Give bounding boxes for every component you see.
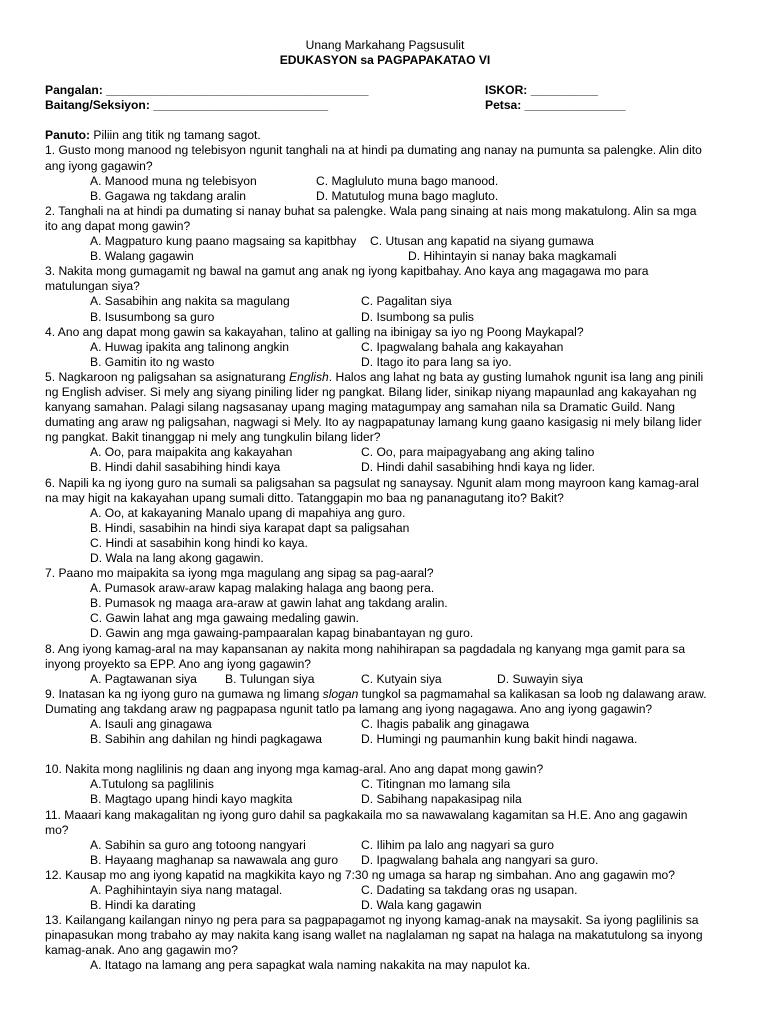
question-text: ang iyong gagawin? [45, 158, 153, 173]
question-text-part: 5. Nagkaroon ng paligsahan sa asignaturang [45, 369, 290, 384]
option-a[interactable]: A. Huwag ipakita ang talinong angkin [90, 339, 290, 354]
option-b[interactable]: B. Isusumbong sa guro [90, 309, 215, 324]
question-text: na may higit na kakayahan upang sumali ditto. Tatanggapin mo baa ng pananagutang ito? Bakit? [45, 490, 564, 505]
option-c[interactable]: C. Gawin lahat ang mga gawaing medaling gawin. [90, 611, 359, 626]
header-row-2 [45, 98, 725, 113]
option-b[interactable]: B. Gamitin ito ng wasto [90, 354, 215, 369]
option-c[interactable]: C. Hindi at sasabihin kong hindi ko kaya. [90, 535, 308, 550]
petsa-field[interactable]: Petsa: _______________ [485, 98, 626, 113]
question-text: 2. Tanghali na at hindi pa dumating si nanay buhat sa palengke. Wala pang sinaing at nais mong makatulong. Alin sa mga [45, 203, 697, 218]
baitang-field[interactable]: Baitang/Seksiyon: __________________________ [45, 98, 329, 113]
exam-title: Unang Markahang Pagsusulit [305, 38, 465, 52]
question-text-part: 9. Inatasan ka ng iyong guro na gumawa ng limang [45, 686, 323, 701]
question-12 [45, 868, 725, 913]
option-c[interactable]: C. Oo, para maipagyabang ang aking talino [361, 445, 595, 460]
question-text: Dumating ang takdang araw ng pagpapasa ngunit tatlo pa lamang ang iyong nagagawa. Ano ang iyong gagawin? [45, 701, 653, 716]
option-a[interactable]: A. Manood muna ng telebisyon [90, 173, 257, 188]
option-b[interactable]: B. Tulungan siya [225, 671, 315, 686]
option-a[interactable]: A. Pumasok araw-araw kapag malaking halaga ang baong pera. [90, 581, 435, 596]
option-d[interactable]: D. Itago ito para lang sa iyo. [361, 354, 512, 369]
exam-subject: EDUKASYON sa PAGPAPAKATAO VI [279, 53, 491, 68]
question-text: ng pangkat. Bakit tinanggap ni mely ang tungkulin bilang lider? [45, 430, 381, 445]
option-b[interactable]: B. Hayaang maghanap sa nawawala ang guro [90, 852, 339, 867]
question-5 [45, 370, 725, 476]
option-a[interactable]: A. Oo, at kakayaning Manalo upang di mapahiya ang guro. [90, 505, 406, 520]
option-c[interactable]: C. Ihagis pabalik ang ginagawa [361, 717, 530, 732]
question-text: 11. Maaari kang makagalitan ng iyong guro dahil sa pagkakaila mo sa nawawalang kagamitan sa H.E. Ano ang gagawin [45, 807, 688, 822]
question-6 [45, 476, 725, 567]
option-c[interactable]: C. Ipagwalang bahala ang kakayahan [361, 339, 564, 354]
question-1 [45, 143, 725, 203]
question-text: 6. Napili ka ng iyong guro na sumali sa paligsahan sa pagsulat ng sanaysay. Ngunit alam mong mayroon kang kamag-aral [45, 475, 699, 490]
panuto-text: Piliin ang titik ng tamang sagot. [90, 128, 261, 143]
option-c[interactable]: C. Utusan ang kapatid na siyang gumawa [370, 234, 594, 249]
question-text: 3. Nakita mong gumagamit ng bawal na gamut ang anak ng iyong kapitbahay. Ano kaya ang magagawa mo para [45, 264, 649, 279]
question-text: 12. Kausap mo ang iyong kapatid na magkikita kayo ng 7:30 ng umaga sa harap ng simbahan. Ano ang gagawin mo? [45, 867, 675, 882]
question-7 [45, 566, 725, 641]
question-11 [45, 808, 725, 868]
option-c[interactable]: C. Kutyain siya [361, 671, 442, 686]
panuto-label: Panuto: [45, 128, 91, 143]
question-10 [45, 762, 725, 807]
question-text: 4. Ano ang dapat mong gawin sa kakayahan, talino at galling na ibinigay sa iyo ng Poong Maykapal? [45, 324, 584, 339]
header-row-1 [45, 83, 725, 98]
question-text: 13. Kailangang kailangan ninyo ng pera para sa pagpapagamot ng inyong kamag-anak na maysakit. Sa iyong paglilinis sa [45, 913, 699, 928]
option-a[interactable]: A. Paghihintayin siya nang matagal. [90, 882, 283, 897]
question-text: pinapasukan mong trabaho ay may nakita kang isang wallet na naglalaman ng sapat na halaga na makatutulong sa inyong [45, 928, 703, 943]
question-8 [45, 642, 725, 687]
question-text: ng English adviser. Si mely ang siyang piniling lider ng pangkat. Bilang lider, sinikap niyang mapaunlad ang kakayahan ng [45, 384, 697, 399]
option-d[interactable]: D. Hihintayin si nanay baka magkamali [408, 249, 617, 264]
option-d[interactable]: D. Hindi dahil sasabihing hndi kaya ng lider. [361, 460, 595, 475]
question-text: 8. Ang iyong kamag-aral na may kapansanan ay nakita mong nahihirapan sa pagdadala ng kanyang mga gamit para sa [45, 641, 686, 656]
option-a[interactable]: A. Sasabihin ang nakita sa magulang [90, 294, 290, 309]
option-d[interactable]: D. Wala na lang akong gagawin. [90, 551, 264, 565]
option-b[interactable]: B. Hindi ka darating [90, 898, 196, 913]
option-d[interactable]: D. Gawin ang mga gawaing-pampaaralan kapag binabantayan ng guro. [90, 626, 474, 641]
option-b[interactable]: B. Gagawa ng takdang aralin [90, 188, 246, 203]
option-d[interactable]: D. Humingi ng paumanhin kung bakit hindi nagawa. [361, 732, 638, 747]
option-b[interactable]: B. Hindi dahil sasabihing hindi kaya [90, 460, 281, 475]
option-c[interactable]: C. Ilihim pa lalo ang nagyari sa guro [361, 837, 554, 852]
panuto [45, 128, 725, 143]
question-text: dumating ang araw ng paligsahan, nagwagi si Mely. Ito ay nagpapatunay lamang kung gaano kasigasig ni mely bilang lider [45, 415, 702, 430]
option-a[interactable]: A. Pagtawanan siya [90, 671, 197, 686]
question-3 [45, 264, 725, 324]
question-text [45, 687, 725, 702]
option-b[interactable]: B. Walang gagawin [90, 249, 194, 264]
option-a[interactable]: A. Oo, para maipakita ang kakayahan [90, 445, 293, 460]
question-text: mo? [45, 822, 69, 837]
option-a[interactable]: A. Itatago na lamang ang pera sapagkat wala naming nakakita na may napulot ka. [90, 958, 531, 973]
option-c[interactable]: C. Titingnan mo lamang sila [361, 777, 511, 792]
option-d[interactable]: D. Sabihang napakasipag nila [361, 792, 522, 807]
question-text: matulungan siya? [45, 279, 140, 294]
question-text-part: tungkol sa pagmamahal sa kalikasan sa loob ng dalawang araw. [358, 686, 707, 701]
option-a[interactable]: A. Sabihin sa guro ang totoong nangyari [90, 837, 306, 852]
question-2 [45, 204, 725, 264]
pangalan-field[interactable]: Pangalan: _______________________________________ [45, 83, 369, 98]
question-text: 7. Paano mo maipakita sa iyong mga magulang ang sipag sa pag-aaral? [45, 566, 434, 581]
question-text-emphasis: slogan [322, 686, 359, 701]
option-a[interactable]: A. Magpaturo kung paano magsaing sa kapitbhay [90, 234, 357, 249]
question-text [45, 370, 725, 385]
option-b[interactable]: B. Magtago upang hindi kayo magkita [90, 792, 293, 807]
question-9 [45, 687, 725, 747]
option-c[interactable]: C. Pagalitan siya [361, 294, 452, 309]
question-text: 10. Nakita mong naglilinis ng daan ang inyong mga kamag-aral. Ano ang dapat mong gawin? [45, 762, 544, 777]
question-text: ito ang dapat mong gawin? [45, 218, 191, 233]
question-text-part: . Halos ang lahat ng bata ay gusting lumahok ngunit isa lang ang pinili [328, 369, 704, 384]
option-d[interactable]: D. Ipagwalang bahala ang nangyari sa guro. [361, 852, 599, 867]
question-text: inyong proyekto sa EPP. Ano ang iyong gagawin? [45, 656, 312, 671]
question-4 [45, 325, 725, 370]
question-13 [45, 913, 725, 973]
option-c[interactable]: C. Magluluto muna bago manood. [316, 173, 499, 188]
question-text: 1. Gusto mong manood ng telebisyon ngunit tanghali na at hindi pa dumating ang nanay na pumunta sa palengke. Alin dito [45, 143, 702, 158]
option-c[interactable]: C. Dadating sa takdang oras ng usapan. [361, 882, 578, 897]
question-text: kanyang samahan. Palagi silang nagsasanay upang maging matagumpay ang samahan nila sa Dramatic Guild. Nang [45, 400, 675, 415]
iskor-field[interactable]: ISKOR: __________ [485, 83, 598, 98]
option-b[interactable]: B. Pumasok ng maaga ara-araw at gawin lahat ang takdang aralin. [90, 596, 448, 611]
option-a[interactable]: A. Isauli ang ginagawa [90, 717, 212, 732]
option-d[interactable]: D. Suwayin siya [497, 671, 584, 686]
option-d[interactable]: D. Isumbong sa pulis [361, 309, 474, 324]
exam-page [45, 38, 725, 974]
question-text: kamag-anak. Ano ang gagawin mo? [45, 943, 238, 958]
option-a[interactable]: A.Tutulong sa paglilinis [90, 777, 214, 792]
option-b[interactable]: B. Hindi, sasabihin na hindi siya karapat dapt sa paligsahan [90, 520, 410, 535]
option-d[interactable]: D. Matutulog muna bago magluto. [316, 188, 499, 203]
option-b[interactable]: B. Sabihin ang dahilan ng hindi pagkagawa [90, 732, 322, 747]
question-text-emphasis: English [289, 369, 329, 384]
option-d[interactable]: D. Wala kang gagawin [361, 898, 482, 913]
